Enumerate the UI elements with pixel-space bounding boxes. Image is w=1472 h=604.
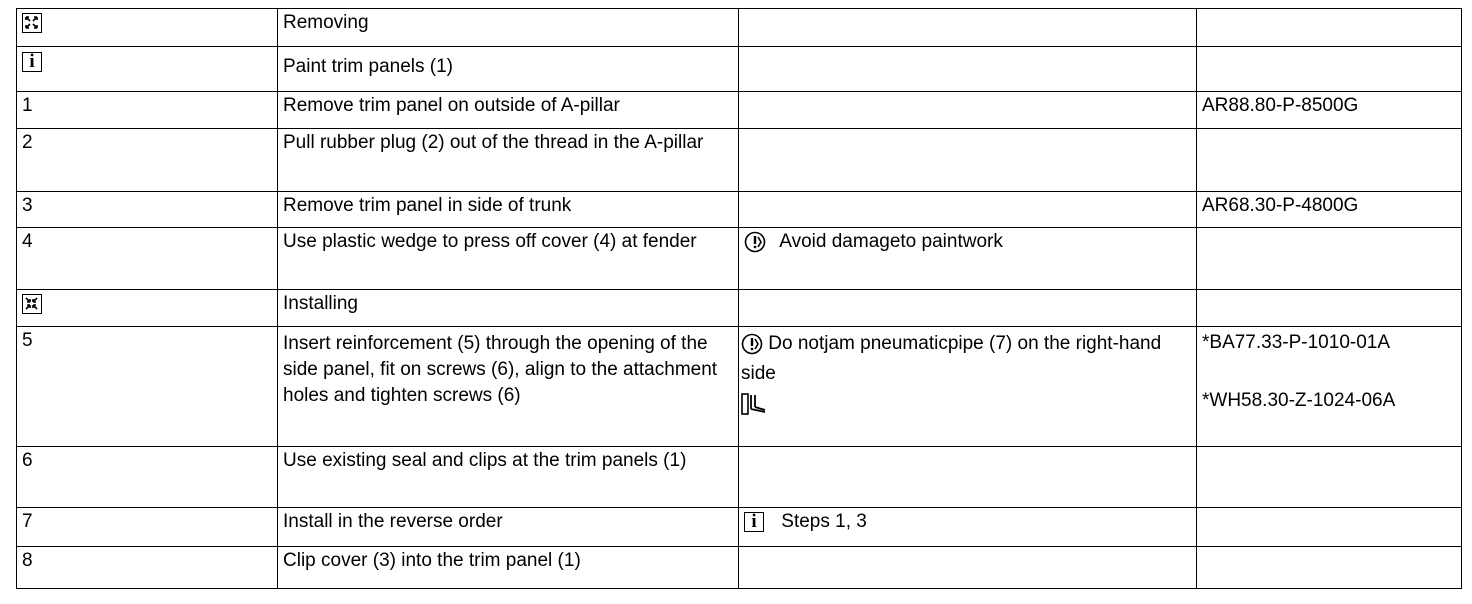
action-cell: Use plastic wedge to press off cover (4) at fender [278, 228, 739, 290]
ref-link[interactable]: *WH58.30-Z-1024-06A [1202, 390, 1396, 411]
step-cell [17, 9, 278, 47]
table-row [17, 192, 1462, 228]
note-cell [739, 290, 1197, 327]
ref-cell [1197, 508, 1462, 547]
ref-cell[interactable]: AR88.80-P-8500G [1197, 92, 1462, 129]
step-cell: 1 [17, 92, 278, 129]
table-row [17, 228, 1462, 290]
ref-cell [1197, 228, 1462, 290]
note-cell [739, 129, 1197, 192]
caution-icon [744, 231, 766, 253]
step-cell: 5 [17, 327, 278, 447]
note-cell [739, 547, 1197, 589]
step-cell: 7 [17, 508, 278, 547]
torque-wrench-icon [741, 393, 767, 415]
step-cell: 2 [17, 129, 278, 192]
action-cell: Paint trim panels (1) [278, 47, 739, 92]
action-cell: Use existing seal and clips at the trim panels (1) [278, 447, 739, 508]
table-row [17, 447, 1462, 508]
ref-link[interactable]: *BA77.33-P-1010-01A [1202, 332, 1391, 353]
step-cell: 8 [17, 547, 278, 589]
info-icon [22, 52, 42, 72]
action-cell: Installing [278, 290, 739, 327]
ref-cell [1197, 9, 1462, 47]
action-cell: Insert reinforcement (5) through the opening of the side panel, fit on screws (6), align to the attachment holes and tighten screws (6) [278, 327, 739, 447]
table-row [17, 508, 1462, 547]
table-row [17, 327, 1462, 447]
note-cell [739, 192, 1197, 228]
table-row [17, 290, 1462, 327]
table-row [17, 92, 1462, 129]
table-row [17, 47, 1462, 92]
note-cell [739, 228, 1197, 290]
table-row [17, 9, 1462, 47]
installing-icon [22, 294, 42, 314]
step-cell: 6 [17, 447, 278, 508]
info-icon [744, 512, 764, 532]
note-cell [739, 327, 1197, 447]
note-cell [739, 47, 1197, 92]
note-cell [739, 92, 1197, 129]
ref-cell [1197, 47, 1462, 92]
table-row [17, 129, 1462, 192]
step-cell [17, 47, 278, 92]
table-row [17, 547, 1462, 589]
ref-cell [1197, 547, 1462, 589]
action-cell: Remove trim panel in side of trunk [278, 192, 739, 228]
step-cell [17, 290, 278, 327]
ref-cell [1197, 290, 1462, 327]
note-cell [739, 9, 1197, 47]
action-cell: Install in the reverse order [278, 508, 739, 547]
note-text: Do notjam pneumaticpipe (7) on the right-hand side [741, 333, 1162, 384]
caution-icon [741, 333, 763, 355]
note-text: Avoid damageto paintwork [779, 231, 1003, 252]
action-cell: Clip cover (3) into the trim panel (1) [278, 547, 739, 589]
ref-cell[interactable]: AR68.30-P-4800G [1197, 192, 1462, 228]
step-cell: 4 [17, 228, 278, 290]
ref-cell [1197, 447, 1462, 508]
action-cell: Pull rubber plug (2) out of the thread in the A-pillar [278, 129, 739, 192]
note-cell [739, 508, 1197, 547]
ref-cell [1197, 327, 1462, 447]
ref-cell [1197, 129, 1462, 192]
note-cell [739, 447, 1197, 508]
step-cell: 3 [17, 192, 278, 228]
action-cell: Removing [278, 9, 739, 47]
action-cell: Remove trim panel on outside of A-pillar [278, 92, 739, 129]
note-text: Steps 1, 3 [781, 511, 867, 532]
removing-icon [22, 13, 42, 33]
procedure-table [16, 8, 1462, 589]
